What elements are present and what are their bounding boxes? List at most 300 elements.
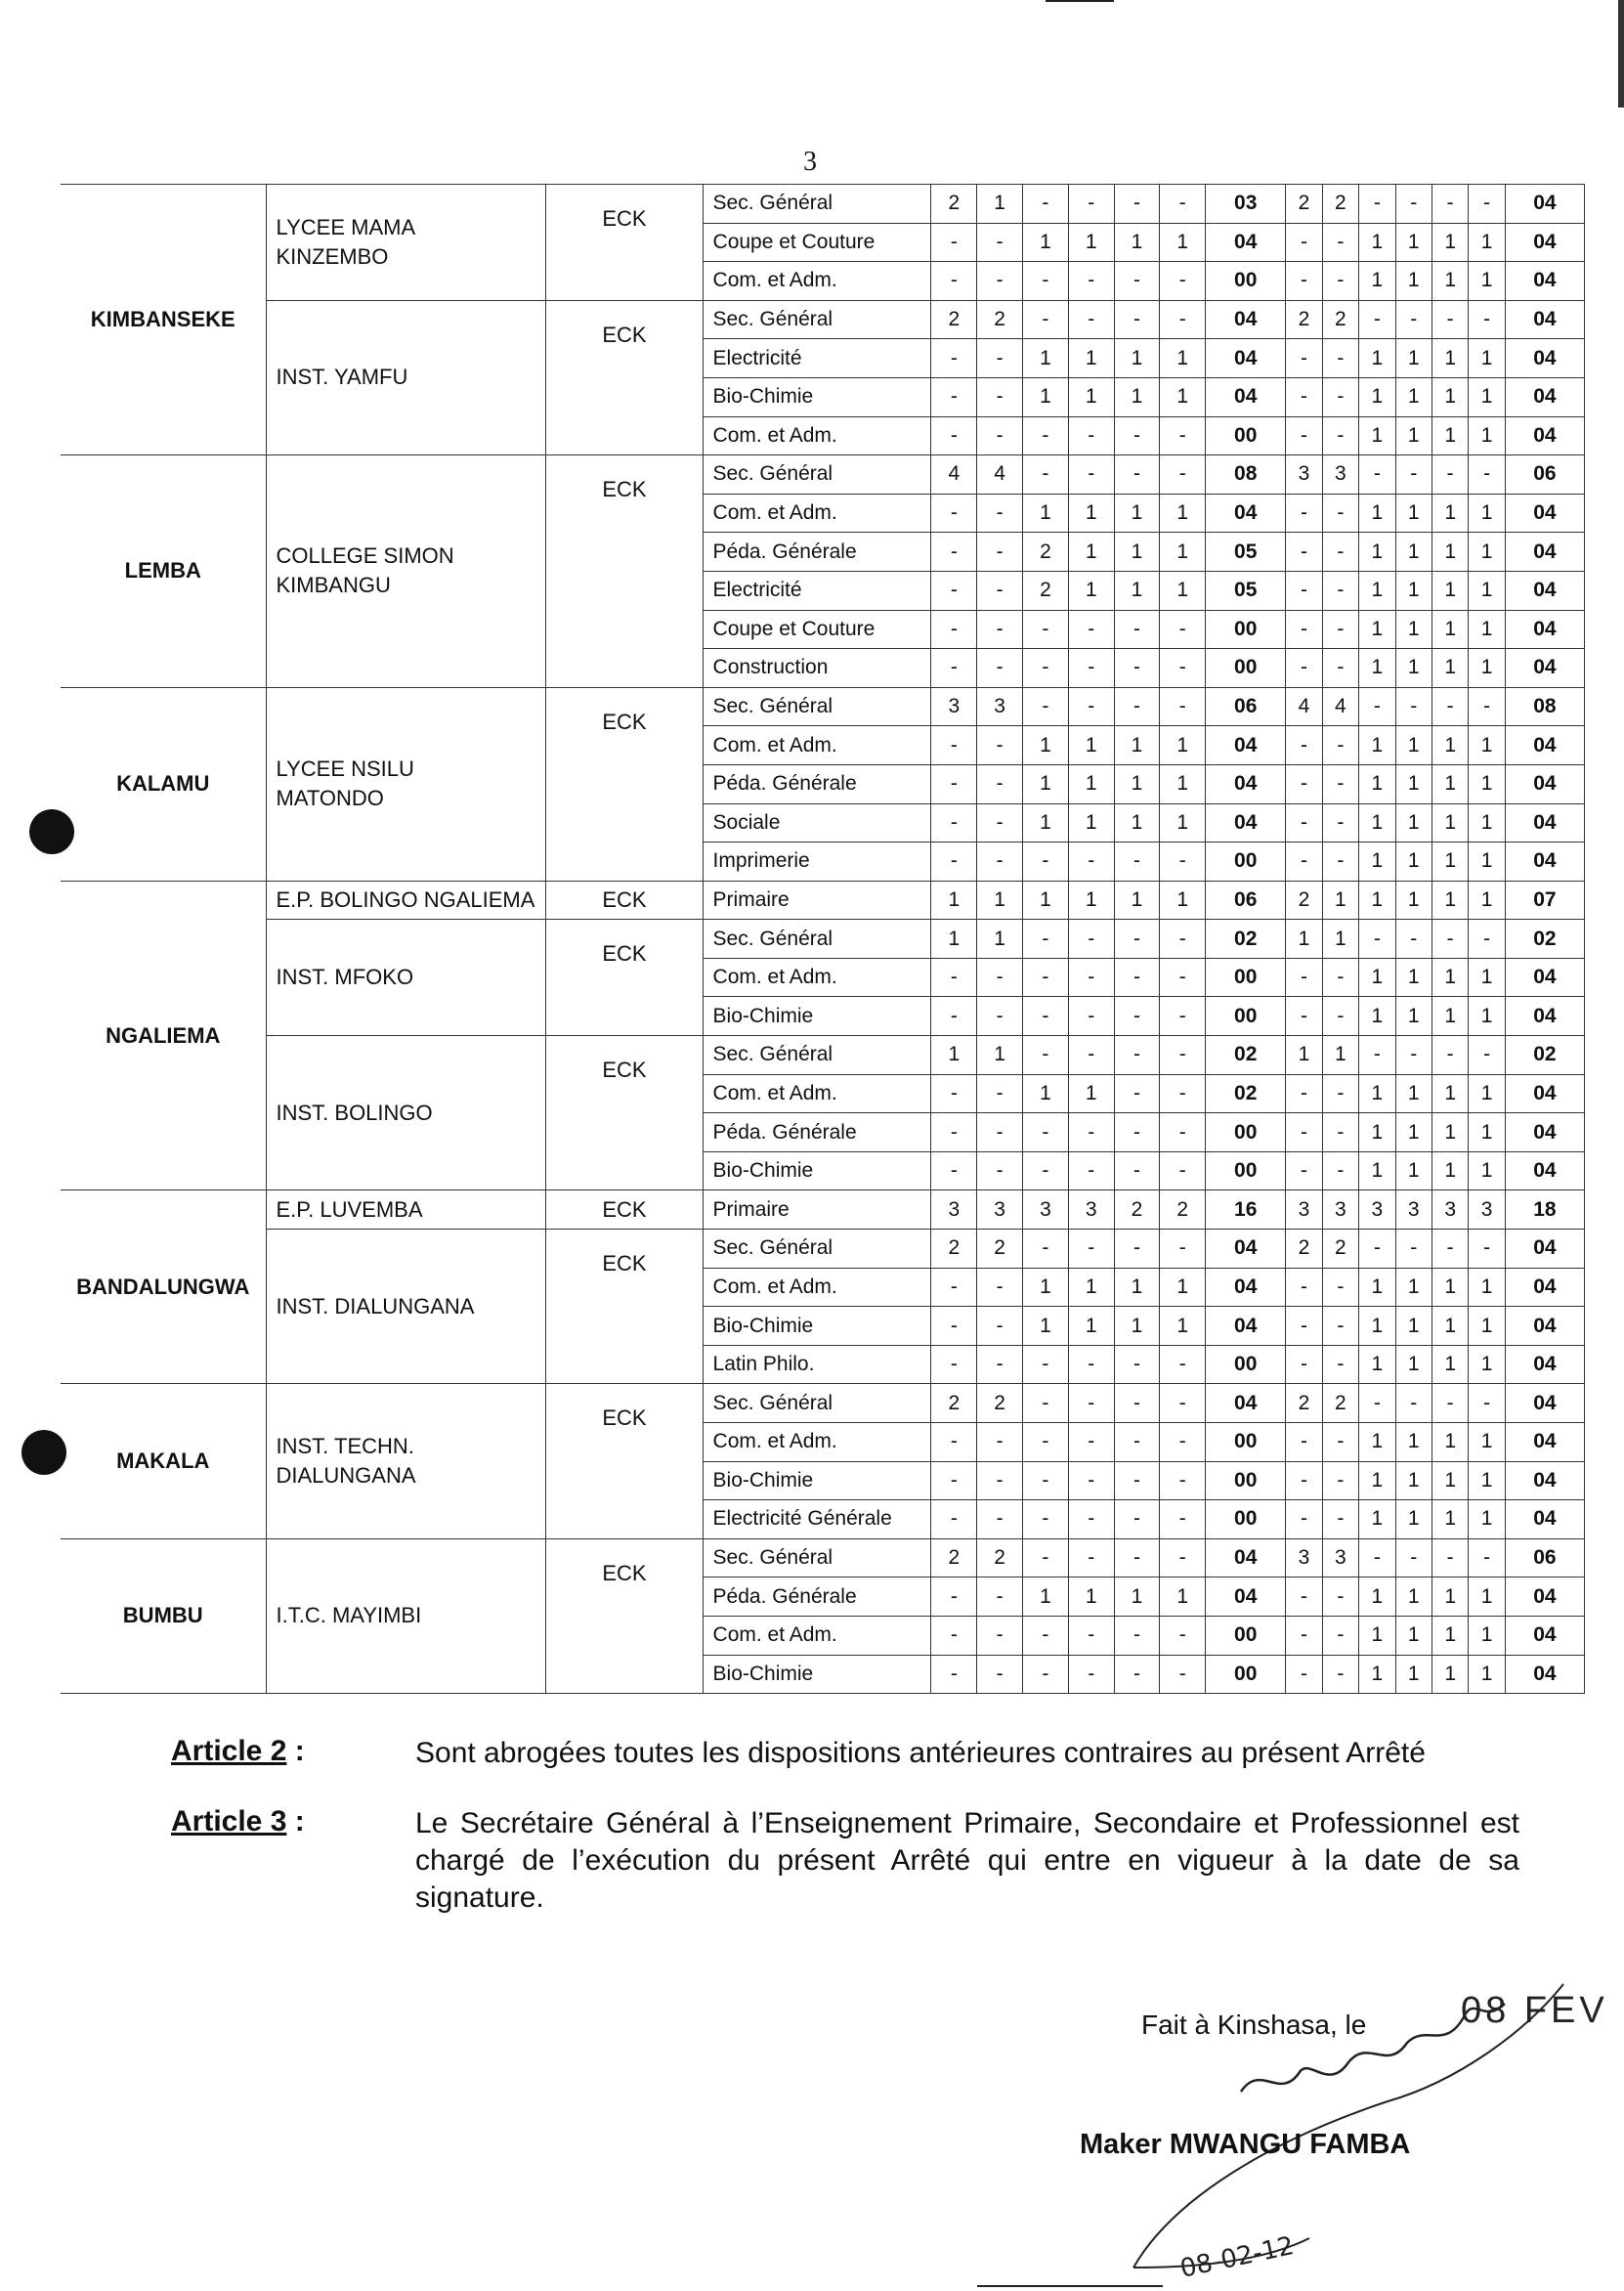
- class-count-cell: 1: [977, 920, 1023, 959]
- article-2-text: Sont abrogées toutes les dispositions antérieures contraires au présent Arrêté: [415, 1737, 1426, 1769]
- option-cell: Primaire: [703, 1190, 931, 1230]
- class-count-cell: -: [1322, 843, 1358, 882]
- class-count-cell: -: [1160, 610, 1206, 649]
- option-cell: Construction: [703, 649, 931, 688]
- class-count-cell: 1: [1359, 1307, 1395, 1346]
- class-count-cell: 1: [1359, 1500, 1395, 1539]
- option-cell: Sec. Général: [703, 1230, 931, 1269]
- class-count-cell: 1: [1432, 1268, 1468, 1307]
- class-count-cell: 1: [1432, 1578, 1468, 1617]
- class-count-cell: -: [1359, 1384, 1395, 1423]
- class-count-cell: 4: [1322, 687, 1358, 726]
- option-cell: Com. et Adm.: [703, 1074, 931, 1113]
- article-2: Article 2 : Sont abrogées toutes les dispositions antérieures contraires au présent Arrêté: [171, 1735, 1519, 1772]
- class-count-cell: 1: [1114, 377, 1160, 416]
- class-count-cell: -: [1160, 1538, 1206, 1578]
- class-count-cell: 2: [931, 300, 977, 339]
- class-count-cell: -: [1160, 455, 1206, 495]
- class-count-cell: -: [977, 726, 1023, 765]
- class-count-cell: -: [931, 1578, 977, 1617]
- class-count-cell: 1: [1023, 223, 1069, 262]
- class-count-cell: 1: [1068, 494, 1114, 533]
- class-count-cell: -: [931, 533, 977, 572]
- reseau-cell: ECK: [546, 1230, 703, 1384]
- class-count-cell: -: [1286, 494, 1322, 533]
- class-count-cell: 1: [1432, 223, 1468, 262]
- class-count-cell: 2: [1322, 1384, 1358, 1423]
- class-count-cell: -: [1114, 1036, 1160, 1075]
- class-count-cell: -: [1160, 300, 1206, 339]
- school-cell: INST. DIALUNGANA: [266, 1230, 546, 1384]
- class-count-cell: 1: [1395, 649, 1432, 688]
- class-count-cell: -: [1469, 920, 1505, 959]
- class-count-cell: -: [1160, 185, 1206, 224]
- class-count-cell: 1: [977, 881, 1023, 920]
- class-count-cell: -: [931, 339, 977, 378]
- class-count-cell: -: [977, 1461, 1023, 1500]
- class-count-cell: 1: [1432, 262, 1468, 301]
- class-count-cell: 1: [1469, 958, 1505, 997]
- class-count-cell: 1: [1114, 571, 1160, 610]
- class-count-cell: -: [1322, 1151, 1358, 1190]
- class-count-cell: 1: [1359, 958, 1395, 997]
- class-count-cell: -: [1023, 1230, 1069, 1269]
- class-count-cell: -: [1023, 185, 1069, 224]
- class-count-cell: 1: [931, 881, 977, 920]
- class-count-cell: -: [1023, 455, 1069, 495]
- commune-cell: BANDALUNGWA: [61, 1190, 266, 1384]
- total-cell: 04: [1505, 1616, 1584, 1655]
- option-cell: Bio-Chimie: [703, 377, 931, 416]
- class-count-cell: -: [1068, 920, 1114, 959]
- class-count-cell: 3: [977, 1190, 1023, 1230]
- total-cell: 04: [1505, 726, 1584, 765]
- class-count-cell: -: [1469, 1230, 1505, 1269]
- class-count-cell: -: [1068, 1423, 1114, 1462]
- class-count-cell: -: [931, 958, 977, 997]
- class-count-cell: 1: [1359, 764, 1395, 803]
- class-count-cell: 1: [1023, 726, 1069, 765]
- class-count-cell: -: [1286, 1655, 1322, 1694]
- total-cell: 04: [1505, 843, 1584, 882]
- class-count-cell: -: [1286, 339, 1322, 378]
- class-count-cell: 1: [1359, 803, 1395, 843]
- class-count-cell: -: [1160, 1074, 1206, 1113]
- class-count-cell: -: [1023, 1151, 1069, 1190]
- class-count-cell: 1: [1469, 726, 1505, 765]
- class-count-cell: 1: [1432, 533, 1468, 572]
- class-count-cell: -: [1023, 262, 1069, 301]
- class-count-cell: -: [1432, 300, 1468, 339]
- school-cell: E.P. LUVEMBA: [266, 1190, 546, 1230]
- class-count-cell: -: [1286, 1500, 1322, 1539]
- class-count-cell: -: [1023, 1616, 1069, 1655]
- class-count-cell: -: [1114, 1655, 1160, 1694]
- class-count-cell: 1: [1359, 339, 1395, 378]
- scan-edge-mark: [1618, 0, 1624, 108]
- class-count-cell: -: [1286, 610, 1322, 649]
- class-count-cell: -: [1068, 1230, 1114, 1269]
- table-row: [61, 185, 1585, 224]
- class-count-cell: -: [1359, 300, 1395, 339]
- total-cell: 06: [1505, 455, 1584, 495]
- class-count-cell: 1: [1114, 494, 1160, 533]
- class-count-cell: -: [977, 377, 1023, 416]
- class-count-cell: -: [1160, 1384, 1206, 1423]
- class-count-cell: -: [931, 726, 977, 765]
- total-cell: 02: [1206, 920, 1286, 959]
- class-count-cell: 1: [1114, 803, 1160, 843]
- class-count-cell: -: [1114, 262, 1160, 301]
- class-count-cell: 1: [1023, 377, 1069, 416]
- class-count-cell: -: [1023, 1036, 1069, 1075]
- class-count-cell: 1: [1114, 764, 1160, 803]
- class-count-cell: 1: [1068, 1268, 1114, 1307]
- class-count-cell: 2: [1286, 881, 1322, 920]
- total-cell: 00: [1206, 1655, 1286, 1694]
- class-count-cell: -: [1023, 997, 1069, 1036]
- class-count-cell: -: [1114, 997, 1160, 1036]
- total-cell: 04: [1206, 1578, 1286, 1617]
- class-count-cell: -: [977, 1578, 1023, 1617]
- class-count-cell: -: [1160, 1036, 1206, 1075]
- class-count-cell: -: [1432, 185, 1468, 224]
- class-count-cell: -: [1160, 687, 1206, 726]
- class-count-cell: -: [977, 1345, 1023, 1384]
- total-cell: 07: [1505, 881, 1584, 920]
- class-count-cell: -: [1023, 1113, 1069, 1152]
- class-count-cell: -: [1023, 1345, 1069, 1384]
- class-count-cell: 1: [1469, 803, 1505, 843]
- class-count-cell: 1: [1359, 494, 1395, 533]
- class-count-cell: 1: [1068, 571, 1114, 610]
- total-cell: 04: [1505, 339, 1584, 378]
- option-cell: Bio-Chimie: [703, 1307, 931, 1346]
- class-count-cell: 1: [1469, 1307, 1505, 1346]
- class-count-cell: 1: [1023, 1578, 1069, 1617]
- class-count-cell: 3: [1023, 1190, 1069, 1230]
- class-count-cell: -: [1286, 1151, 1322, 1190]
- total-cell: 04: [1206, 1384, 1286, 1423]
- class-count-cell: -: [1322, 764, 1358, 803]
- class-count-cell: -: [1286, 1616, 1322, 1655]
- class-count-cell: 1: [1469, 1423, 1505, 1462]
- class-count-cell: -: [1160, 1345, 1206, 1384]
- class-count-cell: -: [931, 1616, 977, 1655]
- class-count-cell: 1: [1395, 1500, 1432, 1539]
- class-count-cell: -: [1114, 1500, 1160, 1539]
- option-cell: Com. et Adm.: [703, 416, 931, 455]
- class-count-cell: 1: [1114, 339, 1160, 378]
- total-cell: 00: [1206, 958, 1286, 997]
- page-number: 3: [803, 147, 817, 177]
- option-cell: Electricité: [703, 571, 931, 610]
- class-count-cell: 1: [1359, 1151, 1395, 1190]
- class-count-cell: -: [931, 571, 977, 610]
- option-cell: Electricité: [703, 339, 931, 378]
- option-cell: Imprimerie: [703, 843, 931, 882]
- total-cell: 04: [1505, 1074, 1584, 1113]
- class-count-cell: -: [1023, 1655, 1069, 1694]
- class-count-cell: -: [1286, 1307, 1322, 1346]
- class-count-cell: 1: [1114, 1578, 1160, 1617]
- total-cell: 04: [1505, 1655, 1584, 1694]
- class-count-cell: -: [1432, 1538, 1468, 1578]
- total-cell: 04: [1505, 1500, 1584, 1539]
- class-count-cell: 1: [1395, 1307, 1432, 1346]
- class-count-cell: 1: [1395, 377, 1432, 416]
- reseau-cell: ECK: [546, 881, 703, 920]
- class-count-cell: -: [1322, 1616, 1358, 1655]
- class-count-cell: -: [1286, 764, 1322, 803]
- class-count-cell: -: [1322, 1655, 1358, 1694]
- total-cell: 04: [1505, 185, 1584, 224]
- class-count-cell: 1: [1432, 571, 1468, 610]
- total-cell: 08: [1206, 455, 1286, 495]
- class-count-cell: 3: [1322, 1538, 1358, 1578]
- total-cell: 16: [1206, 1190, 1286, 1230]
- class-count-cell: -: [1469, 1384, 1505, 1423]
- class-count-cell: -: [1068, 687, 1114, 726]
- article-3-label: Article 3: [171, 1805, 287, 1837]
- class-count-cell: 3: [1286, 1190, 1322, 1230]
- class-count-cell: -: [1160, 1461, 1206, 1500]
- class-count-cell: 1: [1160, 1268, 1206, 1307]
- table-row: [61, 455, 1585, 495]
- total-cell: 04: [1206, 377, 1286, 416]
- option-cell: Coupe et Couture: [703, 610, 931, 649]
- class-count-cell: -: [1322, 571, 1358, 610]
- class-count-cell: -: [1023, 687, 1069, 726]
- class-count-cell: 4: [931, 455, 977, 495]
- total-cell: 00: [1206, 843, 1286, 882]
- total-cell: 18: [1505, 1190, 1584, 1230]
- class-count-cell: -: [1286, 533, 1322, 572]
- class-count-cell: -: [1114, 1151, 1160, 1190]
- class-count-cell: 1: [931, 1036, 977, 1075]
- class-count-cell: 1: [1068, 764, 1114, 803]
- option-cell: Com. et Adm.: [703, 1616, 931, 1655]
- class-count-cell: -: [1160, 262, 1206, 301]
- total-cell: 04: [1505, 416, 1584, 455]
- class-count-cell: -: [1469, 185, 1505, 224]
- total-cell: 04: [1505, 1230, 1584, 1269]
- school-cell: INST. BOLINGO: [266, 1036, 546, 1190]
- class-count-cell: 3: [931, 1190, 977, 1230]
- total-cell: 00: [1206, 1151, 1286, 1190]
- class-count-cell: 1: [1432, 1616, 1468, 1655]
- class-count-cell: -: [1322, 958, 1358, 997]
- class-count-cell: -: [1023, 610, 1069, 649]
- class-count-cell: -: [1068, 649, 1114, 688]
- class-count-cell: 1: [931, 920, 977, 959]
- class-count-cell: -: [1322, 1500, 1358, 1539]
- total-cell: 04: [1505, 262, 1584, 301]
- total-cell: 04: [1505, 1151, 1584, 1190]
- total-cell: 00: [1206, 1423, 1286, 1462]
- option-cell: Bio-Chimie: [703, 1461, 931, 1500]
- class-count-cell: 1: [1469, 1500, 1505, 1539]
- class-count-cell: 1: [1160, 764, 1206, 803]
- class-count-cell: -: [1023, 1423, 1069, 1462]
- total-cell: 08: [1505, 687, 1584, 726]
- class-count-cell: -: [1023, 1461, 1069, 1500]
- class-count-cell: 1: [1160, 571, 1206, 610]
- class-count-cell: 1: [1395, 997, 1432, 1036]
- class-count-cell: 2: [1160, 1190, 1206, 1230]
- class-count-cell: -: [977, 1655, 1023, 1694]
- class-count-cell: -: [1359, 185, 1395, 224]
- class-count-cell: -: [1068, 997, 1114, 1036]
- total-cell: 00: [1206, 1500, 1286, 1539]
- school-cell: INST. YAMFU: [266, 300, 546, 454]
- total-cell: 04: [1505, 1268, 1584, 1307]
- class-count-cell: -: [931, 1113, 977, 1152]
- class-count-cell: -: [1286, 416, 1322, 455]
- class-count-cell: -: [1286, 1578, 1322, 1617]
- class-count-cell: -: [1068, 1384, 1114, 1423]
- option-cell: Com. et Adm.: [703, 958, 931, 997]
- class-count-cell: 1: [1068, 377, 1114, 416]
- class-count-cell: 1: [1469, 262, 1505, 301]
- class-count-cell: 1: [1469, 1461, 1505, 1500]
- top-rule: [1046, 0, 1114, 2]
- class-count-cell: -: [977, 571, 1023, 610]
- option-cell: Péda. Générale: [703, 1578, 931, 1617]
- class-count-cell: -: [931, 416, 977, 455]
- class-count-cell: -: [1359, 920, 1395, 959]
- total-cell: 00: [1206, 262, 1286, 301]
- school-allocation-table: [61, 184, 1585, 1694]
- class-count-cell: -: [1114, 1074, 1160, 1113]
- class-count-cell: 1: [1469, 1655, 1505, 1694]
- class-count-cell: -: [1286, 1461, 1322, 1500]
- class-count-cell: -: [1114, 649, 1160, 688]
- table-row: [61, 1036, 1585, 1075]
- class-count-cell: 1: [1023, 1074, 1069, 1113]
- class-count-cell: 3: [1359, 1190, 1395, 1230]
- total-cell: 03: [1206, 185, 1286, 224]
- table-row: [61, 920, 1585, 959]
- total-cell: 00: [1206, 1113, 1286, 1152]
- reseau-cell: ECK: [546, 687, 703, 881]
- class-count-cell: -: [1114, 920, 1160, 959]
- class-count-cell: 1: [1395, 494, 1432, 533]
- option-cell: Latin Philo.: [703, 1345, 931, 1384]
- class-count-cell: -: [1160, 1655, 1206, 1694]
- class-count-cell: -: [1395, 687, 1432, 726]
- class-count-cell: -: [1322, 1423, 1358, 1462]
- class-count-cell: 1: [1359, 1074, 1395, 1113]
- class-count-cell: -: [931, 1151, 977, 1190]
- class-count-cell: -: [931, 1307, 977, 1346]
- class-count-cell: 2: [977, 1384, 1023, 1423]
- class-count-cell: -: [1114, 185, 1160, 224]
- articles-section: [171, 1735, 1519, 1950]
- class-count-cell: 1: [1432, 1500, 1468, 1539]
- class-count-cell: -: [1114, 687, 1160, 726]
- class-count-cell: -: [1068, 610, 1114, 649]
- class-count-cell: -: [931, 997, 977, 1036]
- article-3: Article 3 : Le Secrétaire Général à l’Enseignement Primaire, Secondaire et Professionnel est chargé de l’exécution du présent Arrêté qui entre en vigueur à la date de sa signature.: [171, 1805, 1519, 1917]
- school-cell: COLLEGE SIMON KIMBANGU: [266, 455, 546, 688]
- signer-name: Maker MWANGU FAMBA: [1080, 2129, 1411, 2160]
- class-count-cell: -: [1432, 1384, 1468, 1423]
- total-cell: 04: [1505, 1307, 1584, 1346]
- class-count-cell: 1: [1395, 726, 1432, 765]
- class-count-cell: -: [1068, 300, 1114, 339]
- class-count-cell: 1: [1395, 262, 1432, 301]
- class-count-cell: 1: [1322, 881, 1358, 920]
- class-count-cell: -: [977, 1307, 1023, 1346]
- class-count-cell: 1: [1359, 223, 1395, 262]
- commune-cell: MAKALA: [61, 1384, 266, 1538]
- class-count-cell: -: [1322, 533, 1358, 572]
- total-cell: 04: [1206, 300, 1286, 339]
- class-count-cell: 1: [1395, 1461, 1432, 1500]
- class-count-cell: -: [1114, 1538, 1160, 1578]
- class-count-cell: -: [1286, 1074, 1322, 1113]
- class-count-cell: 1: [1432, 803, 1468, 843]
- class-count-cell: 1: [1395, 958, 1432, 997]
- class-count-cell: -: [1160, 1423, 1206, 1462]
- class-count-cell: 2: [1114, 1190, 1160, 1230]
- class-count-cell: -: [1286, 1345, 1322, 1384]
- option-cell: Sec. Général: [703, 455, 931, 495]
- class-count-cell: -: [1114, 843, 1160, 882]
- class-count-cell: -: [1023, 416, 1069, 455]
- class-count-cell: -: [1286, 997, 1322, 1036]
- school-cell: INST. TECHN. DIALUNGANA: [266, 1384, 546, 1538]
- option-cell: Sociale: [703, 803, 931, 843]
- class-count-cell: 3: [1286, 1538, 1322, 1578]
- class-count-cell: -: [1286, 1268, 1322, 1307]
- class-count-cell: -: [977, 1113, 1023, 1152]
- class-count-cell: 1: [1432, 1113, 1468, 1152]
- class-count-cell: 1: [1322, 920, 1358, 959]
- commune-cell: BUMBU: [61, 1538, 266, 1693]
- class-count-cell: 1: [1469, 649, 1505, 688]
- class-count-cell: -: [1322, 803, 1358, 843]
- punch-hole: [29, 809, 74, 854]
- class-count-cell: 1: [1432, 1307, 1468, 1346]
- option-cell: Com. et Adm.: [703, 262, 931, 301]
- class-count-cell: 1: [1432, 1423, 1468, 1462]
- class-count-cell: -: [1286, 958, 1322, 997]
- class-count-cell: 1: [1359, 1616, 1395, 1655]
- option-cell: Péda. Générale: [703, 533, 931, 572]
- total-cell: 06: [1505, 1538, 1584, 1578]
- class-count-cell: 1: [1469, 1151, 1505, 1190]
- class-count-cell: 1: [1432, 339, 1468, 378]
- class-count-cell: -: [931, 610, 977, 649]
- class-count-cell: 1: [1395, 533, 1432, 572]
- class-count-cell: -: [1322, 377, 1358, 416]
- class-count-cell: 1: [1469, 1616, 1505, 1655]
- class-count-cell: 1: [1114, 1268, 1160, 1307]
- class-count-cell: -: [1160, 1616, 1206, 1655]
- class-count-cell: -: [1160, 1500, 1206, 1539]
- class-count-cell: -: [1068, 1113, 1114, 1152]
- class-count-cell: 2: [977, 300, 1023, 339]
- class-count-cell: -: [1469, 687, 1505, 726]
- class-count-cell: 2: [1286, 1230, 1322, 1269]
- class-count-cell: 1: [1359, 881, 1395, 920]
- class-count-cell: 1: [1068, 223, 1114, 262]
- class-count-cell: -: [1023, 649, 1069, 688]
- total-cell: 04: [1505, 1578, 1584, 1617]
- class-count-cell: -: [1160, 1230, 1206, 1269]
